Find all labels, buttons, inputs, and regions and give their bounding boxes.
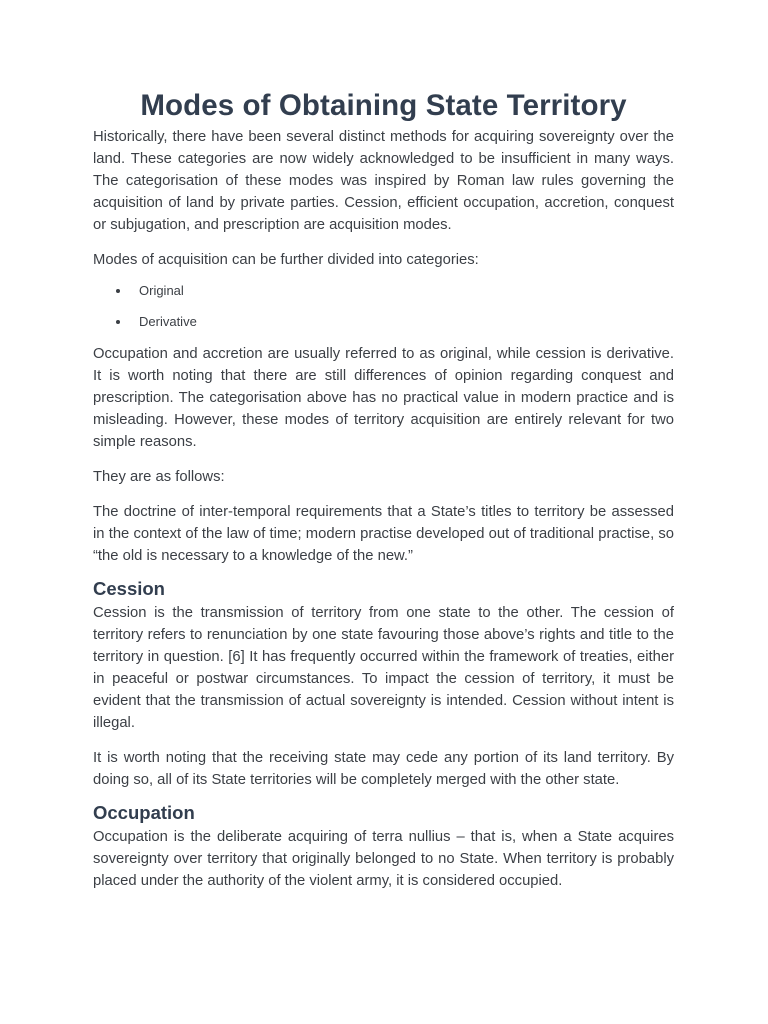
occupation-paragraph-1: Occupation is the deliberate acquiring of terra nullius – that is, when a State acquires sovereignty over territory that originally belonged to no State. When territory is probably placed under the authority of the violent army, it is considered occupied.: [93, 829, 674, 889]
original-derivative-paragraph: Occupation and accretion are usually referred to as original, while cession is derivative. It is worth noting that there are still differences of opinion regarding conquest and prescription. The categorisation above has no practical value in modern practice and is misleading. However, these modes of territory acquisition are entirely relevant for two simple reasons.: [93, 346, 674, 450]
bullet-icon: [116, 320, 120, 324]
intro-paragraph: Historically, there have been several distinct methods for acquiring sovereignty over the land. These categories are now widely acknowledged to be insufficient in many ways. The categorisation of these modes was inspired by Roman law rules governing the acquisition of land by private parties. Cession, efficient occupation, accretion, conquest or subjugation, and prescription are acquisition modes.: [93, 129, 674, 233]
cession-paragraph-2: It is worth noting that the receiving state may cede any portion of its land territory. By doing so, all of its State territories will be completely merged with the other state.: [93, 750, 674, 788]
doctrine-paragraph: The doctrine of inter-temporal requirements that a State’s titles to territory be assessed in the context of the law of time; modern practise developed out of traditional practise, so “the old is necessary to a knowledge of the new.”: [93, 504, 674, 564]
list-item: [93, 312, 674, 332]
document-page: [93, 86, 674, 892]
modes-lead-paragraph: Modes of acquisition can be further divided into categories:: [93, 252, 479, 268]
page-title: Modes of Obtaining State Territory: [140, 89, 627, 122]
list-item-label: Derivative: [139, 314, 197, 329]
bullet-icon: [116, 289, 120, 293]
occupation-heading: Occupation: [93, 802, 195, 823]
list-item-label: Original: [139, 283, 184, 298]
categories-list: [93, 281, 674, 332]
cession-heading: Cession: [93, 578, 165, 599]
follows-paragraph: They are as follows:: [93, 469, 225, 485]
cession-paragraph-1: Cession is the transmission of territory from one state to the other. The cession of territory refers to renunciation by one state favouring those above’s rights and title to the territory in question. [6] It has frequently occurred within the framework of treaties, either in peaceful or postwar circumstances. To impact the cession of territory, it must be evident that the transmission of actual sovereignty is intended. Cession without intent is illegal.: [93, 605, 674, 731]
list-item: [93, 281, 674, 301]
